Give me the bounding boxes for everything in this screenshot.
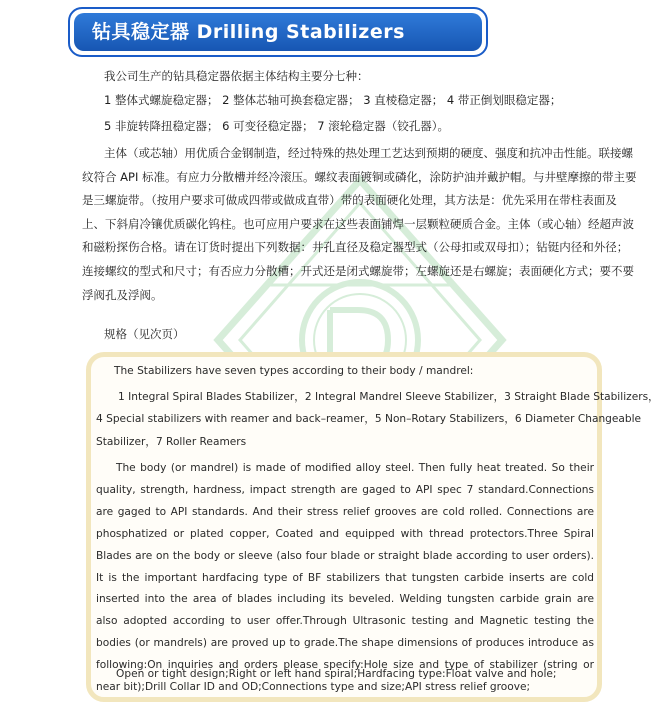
- page-title: 钻具稳定器 Drilling Stabilizers: [74, 13, 482, 51]
- cn-types-line-2: 5 非旋转降扭稳定器； 6 可变径稳定器； 7 滚轮稳定器（铰孔器）。: [104, 119, 449, 133]
- en-paragraph-text: The body (or mandrel) is made of modified alloy steel. Then fully heat treated. So their quality, strength, hardness, impact strength are gaged to API spec 7 standard.Connections are gaged to API standards. And their stress relief grooves are cold rolled. Connections are phosphatized or plated copper, Coated and equipped with thread protectors.Three Spiral Blades are on the body or sleeve (also four blade or straight blade according to user orders). It is the important hardfacing type of BF stabilizers that tungsten carbide inserts are cold inserted into the area of blades including its beveled. Welding tungsten carbide grain are also adopted according to user offer.Through Ultrasonic testing and Magnetic testing the bodies (or mandrels) are proved up to grade.The shape dimensions of produces introduce as following:On inquiries and orders please specify:Hole size and type of stabilizer (string or near bit);Drill Collar ID and OD;Connections type and size;API stress relief groove;: [96, 462, 594, 694]
- en-types-line-3: Stabilizer，7 Roller Reamers: [96, 436, 247, 448]
- en-paragraph: [96, 458, 594, 699]
- en-types-line-2: 4 Special stabilizers with reamer and back–reamer，5 Non–Rotary Stabilizers，6 Diameter Changeable: [96, 413, 642, 425]
- cn-paragraph-text: 主体（或芯轴）用优质合金钢制造，经过特殊的热处理工艺达到预期的硬度、强度和抗冲击性能。联接螺纹符合 API 标准。有应力分散槽并经冷滚压。螺纹表面镀铜或磷化，涂防护油并戴护帽。与井壁摩擦的带主要是三螺旋带。（按用户要求可做成四带或做成直带）带的表面硬化处理，其方法是：优先采用在带柱表面及上、下斜肩冷镶优质碳化钨柱。也可应用户要求在这些表面铺焊一层颗粒硬质合金。主体（或心轴）经超声波和磁粉探伤合格。请在订货时提出下列数据：井孔直径及稳定器型式（公母扣或双母扣）；钻铤内径和外径；连接螺纹的型式和尺寸；有否应力分散槽；开式还是闭式螺旋带；左螺旋还是右螺旋；表面硬化方式；要不要浮阀孔及浮阀。: [82, 146, 637, 302]
- cn-intro: 我公司生产的钻具稳定器依据主体结构主要分七种：: [104, 69, 369, 83]
- en-intro: The Stabilizers have seven types according to their body / mandrel:: [114, 365, 474, 377]
- en-types-line-1: 1 Integral Spiral Blades Stabilizer，2 Integral Mandrel Sleeve Stabilizer，3 Straight Blade Stabilizers，: [118, 391, 659, 403]
- cn-spec-note: 规格（见次页）: [104, 327, 185, 341]
- en-last-line: Open or tight design;Right or left hand spiral;Hardfacing type:Float valve and hole;: [116, 668, 557, 680]
- title-banner: [68, 7, 488, 57]
- cn-types-line-1: 1 整体式螺旋稳定器； 2 整体芯轴可换套稳定器； 3 直棱稳定器； 4 带正倒划眼稳定器；: [104, 93, 562, 107]
- cn-paragraph: [82, 142, 637, 307]
